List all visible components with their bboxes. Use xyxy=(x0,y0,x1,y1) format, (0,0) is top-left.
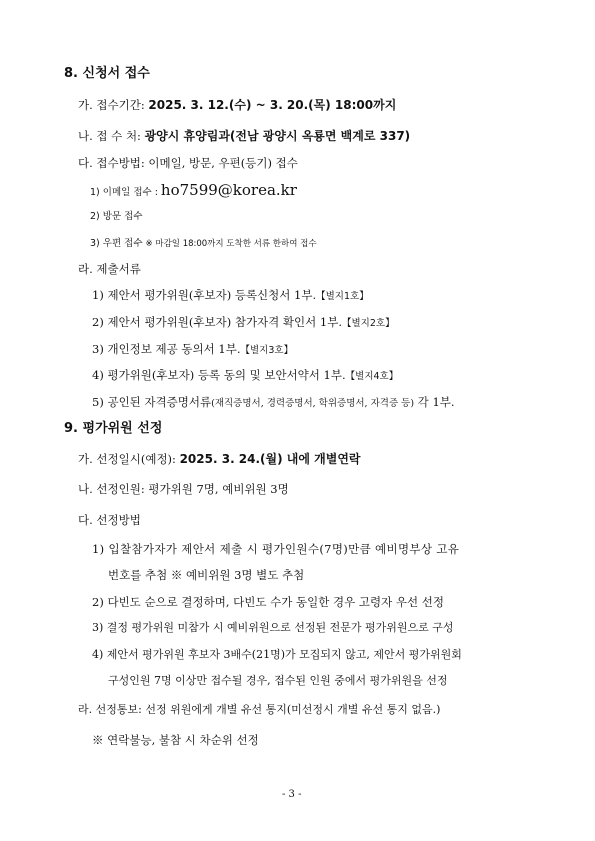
selection-method-heading: 다. 선정방법 xyxy=(78,513,141,527)
method-mail xyxy=(90,234,317,252)
selection-notice: 라. 선정통보: 선정 위원에게 개별 유선 통지(미선정시 개별 유선 통지 없음.) xyxy=(78,703,441,716)
doc-item-5-text: 5) 공인된 자격증명서류 xyxy=(92,395,212,409)
selection-count: 나. 선정인원: 평가위원 7명, 예비위원 3명 xyxy=(78,482,289,496)
doc-item-1-tag: 【별지1호】 xyxy=(316,291,369,302)
section-8-heading: 8. 신청서 접수 xyxy=(64,66,150,81)
method-step-4-cont: 구성인원 7명 이상만 접수될 경우, 접수된 인원 중에서 평가위원을 선정 xyxy=(108,674,448,687)
receipt-period-label: 가. 접수기간: xyxy=(78,98,149,112)
receipt-place-value: 광양시 휴양림과(전남 광양시 옥룡면 백계로 337) xyxy=(144,129,411,143)
page-number: - 3 - xyxy=(282,789,302,800)
method-email xyxy=(90,182,297,201)
receipt-period-value: 2025. 3. 12.(수) ~ 3. 20.(목) 18:00까지 xyxy=(148,98,397,112)
method-step-1-cont: 번호를 추첨 ※ 예비위원 3명 별도 추첨 xyxy=(108,568,305,582)
email-address: ho7599@korea.kr xyxy=(160,181,297,199)
receipt-method: 다. 접수방법: 이메일, 방문, 우편(등기) 접수 xyxy=(78,156,298,170)
doc-item-5-count: 각 1부. xyxy=(414,395,455,409)
selection-note: ※ 연락불능, 불참 시 차순위 선정 xyxy=(92,733,259,747)
doc-item-2 xyxy=(92,314,395,332)
doc-item-1 xyxy=(92,287,369,305)
method-mail-label: 3) 우편 접수 xyxy=(90,238,146,249)
method-step-2: 2) 다빈도 순으로 결정하며, 다빈도 수가 동일한 경우 고령자 우선 선정 xyxy=(92,595,444,609)
doc-item-5 xyxy=(92,394,455,412)
method-step-3: 3) 결정 평가위원 미참가 시 예비위원으로 선정된 전문가 평가위원으로 구성 xyxy=(92,621,454,634)
doc-item-3-text: 3) 개인정보 제공 동의서 1부. xyxy=(92,342,241,356)
doc-item-4-tag: 【별지4호】 xyxy=(345,371,399,382)
doc-item-2-tag: 【별지2호】 xyxy=(342,318,395,329)
method-email-label: 1) 이메일 접수 : xyxy=(90,187,161,198)
doc-item-4-text: 4) 평가위원(후보자) 등록 동의 및 보안서약서 1부. xyxy=(92,368,346,382)
method-visit: 2) 방문 접수 xyxy=(90,211,143,222)
submit-docs-heading: 라. 제출서류 xyxy=(78,262,141,276)
doc-item-4 xyxy=(92,367,398,385)
receipt-place-label: 나. 접 수 처: xyxy=(78,129,145,143)
selection-date xyxy=(78,451,361,467)
selection-date-value: 2025. 3. 24.(월) 내에 개별연락 xyxy=(179,452,361,466)
doc-item-2-text: 2) 제안서 평가위원(후보자) 참가자격 확인서 1부. xyxy=(92,315,342,329)
receipt-place xyxy=(78,128,410,144)
section-9-heading: 9. 평가위원 선정 xyxy=(64,421,163,436)
method-step-4: 4) 제안서 평가위원 후보자 3배수(21명)가 모집되지 않고, 제안서 평가위원회 xyxy=(92,648,462,661)
doc-item-1-text: 1) 제안서 평가위원(후보자) 등록신청서 1부. xyxy=(92,288,317,302)
selection-date-label: 가. 선정일시(예정): xyxy=(78,452,180,466)
doc-item-3 xyxy=(92,341,293,359)
method-step-1: 1) 입찰참가자가 제안서 제출 시 평가인원수(7명)만큼 예비명부상 고유 xyxy=(92,542,460,556)
method-mail-note: ※ 마감일 18:00까지 도착한 서류 한하여 접수 xyxy=(145,239,317,249)
doc-item-5-detail: (재직증명서, 경력증명서, 학위증명서, 자격증 등) xyxy=(211,398,415,409)
receipt-period xyxy=(78,97,396,113)
doc-item-3-tag: 【별지3호】 xyxy=(240,345,294,356)
